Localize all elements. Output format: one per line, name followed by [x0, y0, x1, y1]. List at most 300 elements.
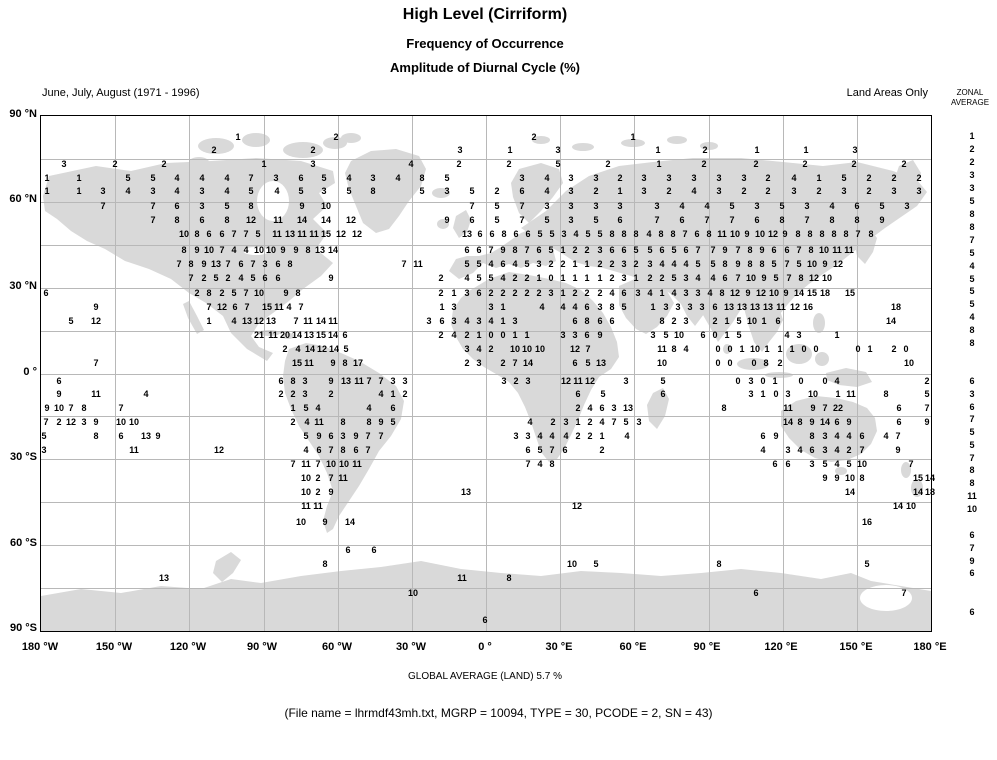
data-value: 3 — [635, 288, 641, 298]
data-value: 5 — [593, 559, 599, 569]
data-value: 4 — [199, 173, 205, 183]
data-value: 6 — [298, 173, 304, 183]
data-value: 6 — [232, 302, 238, 312]
data-value: 2 — [659, 273, 665, 283]
data-value: 5 — [150, 173, 156, 183]
data-value: 2 — [488, 288, 494, 298]
data-value: 6 — [679, 215, 685, 225]
data-value: 15 — [844, 288, 856, 298]
data-value: 1 — [261, 159, 267, 169]
data-value: 6 — [482, 615, 488, 625]
zonal-average-value: 8 — [969, 338, 975, 348]
data-value: 1 — [451, 288, 457, 298]
data-value: 6 — [562, 445, 568, 455]
data-value: 10 — [754, 229, 766, 239]
longitude-tick-label: 150 °W — [95, 641, 133, 653]
data-value: 1 — [777, 344, 783, 354]
data-value: 10 — [903, 358, 915, 368]
data-value: 8 — [747, 259, 753, 269]
data-value: 1 — [560, 288, 566, 298]
data-value: 0 — [715, 344, 721, 354]
data-value: 9 — [293, 245, 299, 255]
data-value: 7 — [512, 358, 518, 368]
data-value: 12 — [569, 344, 581, 354]
data-value: 5 — [633, 245, 639, 255]
data-value: 8 — [322, 559, 328, 569]
data-value: 2 — [916, 173, 922, 183]
data-value: 8 — [609, 302, 615, 312]
zonal-average-value: 5 — [969, 299, 975, 309]
data-value: 3 — [555, 145, 561, 155]
data-value: 8 — [868, 229, 874, 239]
data-value: 12 — [832, 259, 844, 269]
data-value: 7 — [704, 215, 710, 225]
greenland — [345, 149, 426, 233]
data-value: 9 — [822, 259, 828, 269]
file-info-label: (File name = lhrmdf43mh.txt, MGRP = 10094, TYPE = 30, PCODE = 2, SN = 43) — [284, 706, 713, 720]
data-value: 2 — [278, 389, 284, 399]
data-value: 8 — [342, 358, 348, 368]
data-value: 5 — [224, 201, 230, 211]
gridline-parallel — [41, 545, 931, 546]
data-value: 3 — [370, 173, 376, 183]
data-value: 1 — [630, 132, 636, 142]
data-value: 4 — [659, 259, 665, 269]
data-value: 4 — [304, 417, 310, 427]
data-value: 8 — [659, 316, 665, 326]
data-value: 5 — [419, 186, 425, 196]
data-value: 6 — [371, 545, 377, 555]
data-value: 3 — [791, 186, 797, 196]
data-value: 12 — [345, 215, 357, 225]
latitude-tick-label: 30 °S — [9, 451, 37, 463]
data-value: 5 — [585, 229, 591, 239]
data-value: 6 — [683, 245, 689, 255]
data-value: 16 — [861, 517, 873, 527]
zonal-average-value: 6 — [969, 607, 975, 617]
data-value: 11 — [314, 417, 324, 427]
data-value: 10 — [746, 316, 758, 326]
data-value: 11 — [338, 473, 348, 483]
data-value: 6 — [617, 215, 623, 225]
data-value: 14 — [782, 417, 794, 427]
data-value: 1 — [739, 344, 745, 354]
data-value: 2 — [572, 245, 578, 255]
data-value: 4 — [476, 344, 482, 354]
data-value: 5 — [298, 186, 304, 196]
data-value: 8 — [716, 559, 722, 569]
data-value: 6 — [621, 245, 627, 255]
data-value: 3 — [785, 389, 791, 399]
data-value: 9 — [846, 417, 852, 427]
data-value: 3 — [593, 201, 599, 211]
data-value: 15 — [261, 302, 273, 312]
data-value: 22 — [832, 403, 844, 413]
data-value: 8 — [188, 259, 194, 269]
data-value: 1 — [507, 145, 513, 155]
data-value: 2 — [219, 288, 225, 298]
data-value: 10 — [509, 344, 521, 354]
data-value: 8 — [621, 229, 627, 239]
data-value: 8 — [883, 389, 889, 399]
data-value: 3 — [650, 330, 656, 340]
data-value: 0 — [727, 358, 733, 368]
data-value: 1 — [560, 245, 566, 255]
data-value: 4 — [274, 186, 280, 196]
data-value: 7 — [735, 273, 741, 283]
data-value: 8 — [706, 229, 712, 239]
data-value: 14 — [328, 344, 340, 354]
data-value: 5 — [213, 273, 219, 283]
data-value: 10 — [253, 245, 265, 255]
data-value: 7 — [378, 431, 384, 441]
data-value: 7 — [378, 376, 384, 386]
data-value: 8 — [370, 186, 376, 196]
data-value: 9 — [93, 302, 99, 312]
data-value: 7 — [43, 417, 49, 427]
data-value: 10 — [53, 403, 65, 413]
data-value: 6 — [809, 445, 815, 455]
data-value: 8 — [808, 245, 814, 255]
data-value: 2 — [512, 273, 518, 283]
data-value: 2 — [290, 417, 296, 427]
data-value: 4 — [549, 431, 555, 441]
data-value: 2 — [593, 186, 599, 196]
data-value: 4 — [647, 288, 653, 298]
data-value: 7 — [250, 259, 256, 269]
data-value: 0 — [751, 358, 757, 368]
data-value: 4 — [464, 316, 470, 326]
data-value: 2 — [891, 344, 897, 354]
data-value: 8 — [633, 229, 639, 239]
data-value: 6 — [584, 330, 590, 340]
data-value: 4 — [224, 186, 230, 196]
data-value: 8 — [854, 215, 860, 225]
data-value: 7 — [796, 245, 802, 255]
data-value: 3 — [683, 288, 689, 298]
data-value: 7 — [365, 445, 371, 455]
data-value: 1 — [789, 344, 795, 354]
data-value: 2 — [531, 132, 537, 142]
zonal-average-value: 2 — [969, 157, 975, 167]
data-value: 12 — [213, 445, 225, 455]
data-value: 10 — [856, 459, 868, 469]
data-value: 3 — [544, 201, 550, 211]
data-value: 1 — [816, 173, 822, 183]
data-value: 4 — [544, 186, 550, 196]
data-value: 3 — [683, 273, 689, 283]
data-value: 2 — [765, 173, 771, 183]
longitude-tick-label: 90 °W — [246, 641, 278, 653]
data-value: 7 — [248, 173, 254, 183]
data-value: 9 — [924, 417, 930, 427]
data-value: 3 — [699, 302, 705, 312]
data-value: 14 — [844, 487, 856, 497]
data-value: 9 — [895, 445, 901, 455]
page-subtitle-2: Amplitude of Diurnal Cycle (%) — [390, 60, 580, 75]
data-value: 4 — [710, 273, 716, 283]
data-value: 3 — [683, 316, 689, 326]
data-value: 3 — [426, 316, 432, 326]
data-value: 12 — [755, 288, 767, 298]
data-value: 3 — [476, 358, 482, 368]
longitude-tick-label: 60 °E — [619, 641, 647, 653]
data-value: 0 — [903, 344, 909, 354]
data-value: 4 — [231, 245, 237, 255]
data-value: 1 — [754, 145, 760, 155]
data-value: 7 — [93, 358, 99, 368]
data-value: 3 — [675, 302, 681, 312]
data-value: 2 — [464, 330, 470, 340]
data-value: 3 — [525, 431, 531, 441]
data-value: 1 — [597, 273, 603, 283]
data-value: 13 — [241, 316, 253, 326]
data-value: 5 — [524, 259, 530, 269]
data-value: 4 — [646, 229, 652, 239]
data-value: 10 — [300, 473, 312, 483]
data-value: 11 — [846, 389, 856, 399]
data-value: 11 — [272, 229, 282, 239]
data-value: 7 — [290, 459, 296, 469]
data-value: 4 — [572, 302, 578, 312]
data-value: 2 — [211, 145, 217, 155]
longitude-tick-label: 30 °E — [545, 641, 573, 653]
data-value: 13 — [723, 302, 735, 312]
data-value: 5 — [549, 229, 555, 239]
data-value: 1 — [724, 316, 730, 326]
data-value: 14 — [924, 473, 936, 483]
data-value: 4 — [295, 344, 301, 354]
data-value: 4 — [537, 431, 543, 441]
data-value: 2 — [575, 403, 581, 413]
data-value: 5 — [647, 245, 653, 255]
data-value: 3 — [597, 245, 603, 255]
data-value: 2 — [201, 273, 207, 283]
data-value: 7 — [549, 445, 555, 455]
data-value: 6 — [854, 201, 860, 211]
data-value: 6 — [700, 330, 706, 340]
data-value: 1 — [867, 344, 873, 354]
data-value: 3 — [572, 330, 578, 340]
zonal-average-value: 5 — [969, 274, 975, 284]
zonal-average-value: 8 — [969, 209, 975, 219]
data-value: 3 — [41, 445, 47, 455]
data-value: 13 — [314, 245, 326, 255]
data-value: 6 — [469, 215, 475, 225]
data-value: 1 — [772, 376, 778, 386]
data-value: 9 — [201, 259, 207, 269]
data-value: 6 — [753, 588, 759, 598]
data-value: 3 — [273, 173, 279, 183]
data-value: 4 — [834, 445, 840, 455]
data-value: 7 — [901, 588, 907, 598]
data-value: 2 — [500, 288, 506, 298]
data-value: 1 — [575, 417, 581, 427]
data-value: 4 — [395, 173, 401, 183]
data-value: 12 — [253, 316, 265, 326]
data-value: 12 — [767, 229, 779, 239]
data-value: 9 — [283, 288, 289, 298]
data-value: 8 — [831, 229, 837, 239]
data-value: 5 — [623, 417, 629, 427]
data-value: 4 — [624, 431, 630, 441]
data-value: 8 — [819, 229, 825, 239]
data-value: 9 — [735, 259, 741, 269]
data-value: 4 — [125, 186, 131, 196]
data-value: 1 — [650, 302, 656, 312]
data-value: 2 — [290, 389, 296, 399]
data-value: 8 — [609, 229, 615, 239]
data-value: 1 — [572, 259, 578, 269]
data-value: 4 — [683, 259, 689, 269]
data-value: 8 — [366, 417, 372, 427]
data-value: 3 — [916, 186, 922, 196]
data-value: 9 — [759, 245, 765, 255]
longitude-tick-label: 0 ° — [478, 641, 492, 653]
data-value: 12 — [65, 417, 77, 427]
data-value: 5 — [585, 358, 591, 368]
data-value: 3 — [641, 186, 647, 196]
data-value: 1 — [476, 330, 482, 340]
data-value: 0 — [735, 376, 741, 386]
data-value: 6 — [476, 288, 482, 298]
data-value: 8 — [798, 273, 804, 283]
data-value: 6 — [519, 186, 525, 196]
data-value: 4 — [704, 201, 710, 211]
data-value: 2 — [488, 344, 494, 354]
world-map-plot — [40, 115, 936, 632]
data-value: 17 — [352, 358, 364, 368]
data-value: 13 — [460, 487, 472, 497]
data-value: 7 — [710, 245, 716, 255]
data-value: 5 — [597, 229, 603, 239]
data-value: 4 — [366, 403, 372, 413]
zonal-average-value: 3 — [969, 389, 975, 399]
data-value: 7 — [243, 288, 249, 298]
data-value: 2 — [464, 358, 470, 368]
data-value: 7 — [859, 445, 865, 455]
data-value: 12 — [90, 316, 102, 326]
data-value: 7 — [695, 245, 701, 255]
data-value: 3 — [621, 273, 627, 283]
data-value: 3 — [809, 459, 815, 469]
longitude-tick-label: 90 °E — [693, 641, 721, 653]
data-value: 2 — [333, 132, 339, 142]
data-value: 5 — [710, 259, 716, 269]
data-value: 5 — [593, 215, 599, 225]
data-value: 4 — [500, 273, 506, 283]
data-value: 1 — [760, 389, 766, 399]
season-period-label: June, July, August (1971 - 1996) — [42, 87, 200, 99]
data-value: 14 — [912, 487, 924, 497]
data-value: 5 — [488, 273, 494, 283]
data-value: 3 — [199, 186, 205, 196]
data-value: 10 — [295, 517, 307, 527]
data-value: 13 — [461, 229, 473, 239]
data-value: 8 — [93, 431, 99, 441]
data-value: 4 — [760, 445, 766, 455]
data-value: 9 — [299, 201, 305, 211]
data-value: 4 — [846, 431, 852, 441]
data-value: 9 — [444, 215, 450, 225]
data-value: 2 — [310, 145, 316, 155]
data-value: 6 — [342, 330, 348, 340]
zonal-average-value: 7 — [969, 414, 975, 424]
data-value: 3 — [568, 186, 574, 196]
data-value: 3 — [568, 201, 574, 211]
data-value: 7 — [365, 431, 371, 441]
data-value: 0 — [798, 376, 804, 386]
data-value: 6 — [772, 459, 778, 469]
new-guinea — [826, 368, 872, 387]
data-value: 3 — [451, 316, 457, 326]
data-value: 3 — [513, 431, 519, 441]
data-value: 11 — [352, 459, 362, 469]
data-value: 2 — [587, 431, 593, 441]
data-value: 2 — [901, 159, 907, 169]
data-value: 9 — [56, 389, 62, 399]
data-value: 10 — [128, 417, 140, 427]
data-value: 10 — [407, 588, 419, 598]
data-value: 11 — [268, 330, 278, 340]
data-value: 5 — [771, 259, 777, 269]
data-value: 6 — [118, 431, 124, 441]
data-value: 14 — [344, 517, 356, 527]
data-value: 7 — [176, 259, 182, 269]
data-value: 9 — [773, 431, 779, 441]
data-value: 3 — [457, 145, 463, 155]
data-value: 14 — [315, 316, 327, 326]
data-value: 0 — [801, 344, 807, 354]
data-value: 4 — [573, 229, 579, 239]
data-value: 10 — [656, 358, 668, 368]
data-value: 10 — [265, 245, 277, 255]
zonal-average-value: 7 — [969, 543, 975, 553]
data-value: 5 — [444, 173, 450, 183]
data-value: 4 — [563, 431, 569, 441]
data-value: 4 — [671, 259, 677, 269]
data-value: 5 — [476, 273, 482, 283]
data-value: 8 — [340, 417, 346, 427]
zonal-average-value: 9 — [969, 556, 975, 566]
data-value: 1 — [44, 186, 50, 196]
page-title: High Level (Cirriform) — [402, 6, 568, 23]
zonal-average-value: 6 — [969, 376, 975, 386]
data-value: 3 — [100, 186, 106, 196]
data-value: 1 — [290, 403, 296, 413]
data-value: 10 — [300, 487, 312, 497]
data-value: 12 — [335, 229, 347, 239]
data-value: 8 — [248, 201, 254, 211]
data-value: 2 — [512, 288, 518, 298]
data-value: 14 — [320, 215, 332, 225]
data-value: 2 — [494, 186, 500, 196]
data-value: 8 — [722, 259, 728, 269]
data-value: 6 — [659, 245, 665, 255]
data-value: 4 — [707, 288, 713, 298]
data-value: 11 — [301, 459, 311, 469]
data-value: 7 — [118, 403, 124, 413]
data-value: 3 — [321, 186, 327, 196]
data-value: 4 — [527, 417, 533, 427]
arctic-island — [242, 133, 270, 147]
data-value: 5 — [924, 389, 930, 399]
data-value: 7 — [855, 229, 861, 239]
data-value: 4 — [587, 403, 593, 413]
longitude-tick-label: 120 °E — [764, 641, 798, 653]
data-value: 5 — [68, 316, 74, 326]
zonal-average-value: 10 — [966, 504, 978, 514]
